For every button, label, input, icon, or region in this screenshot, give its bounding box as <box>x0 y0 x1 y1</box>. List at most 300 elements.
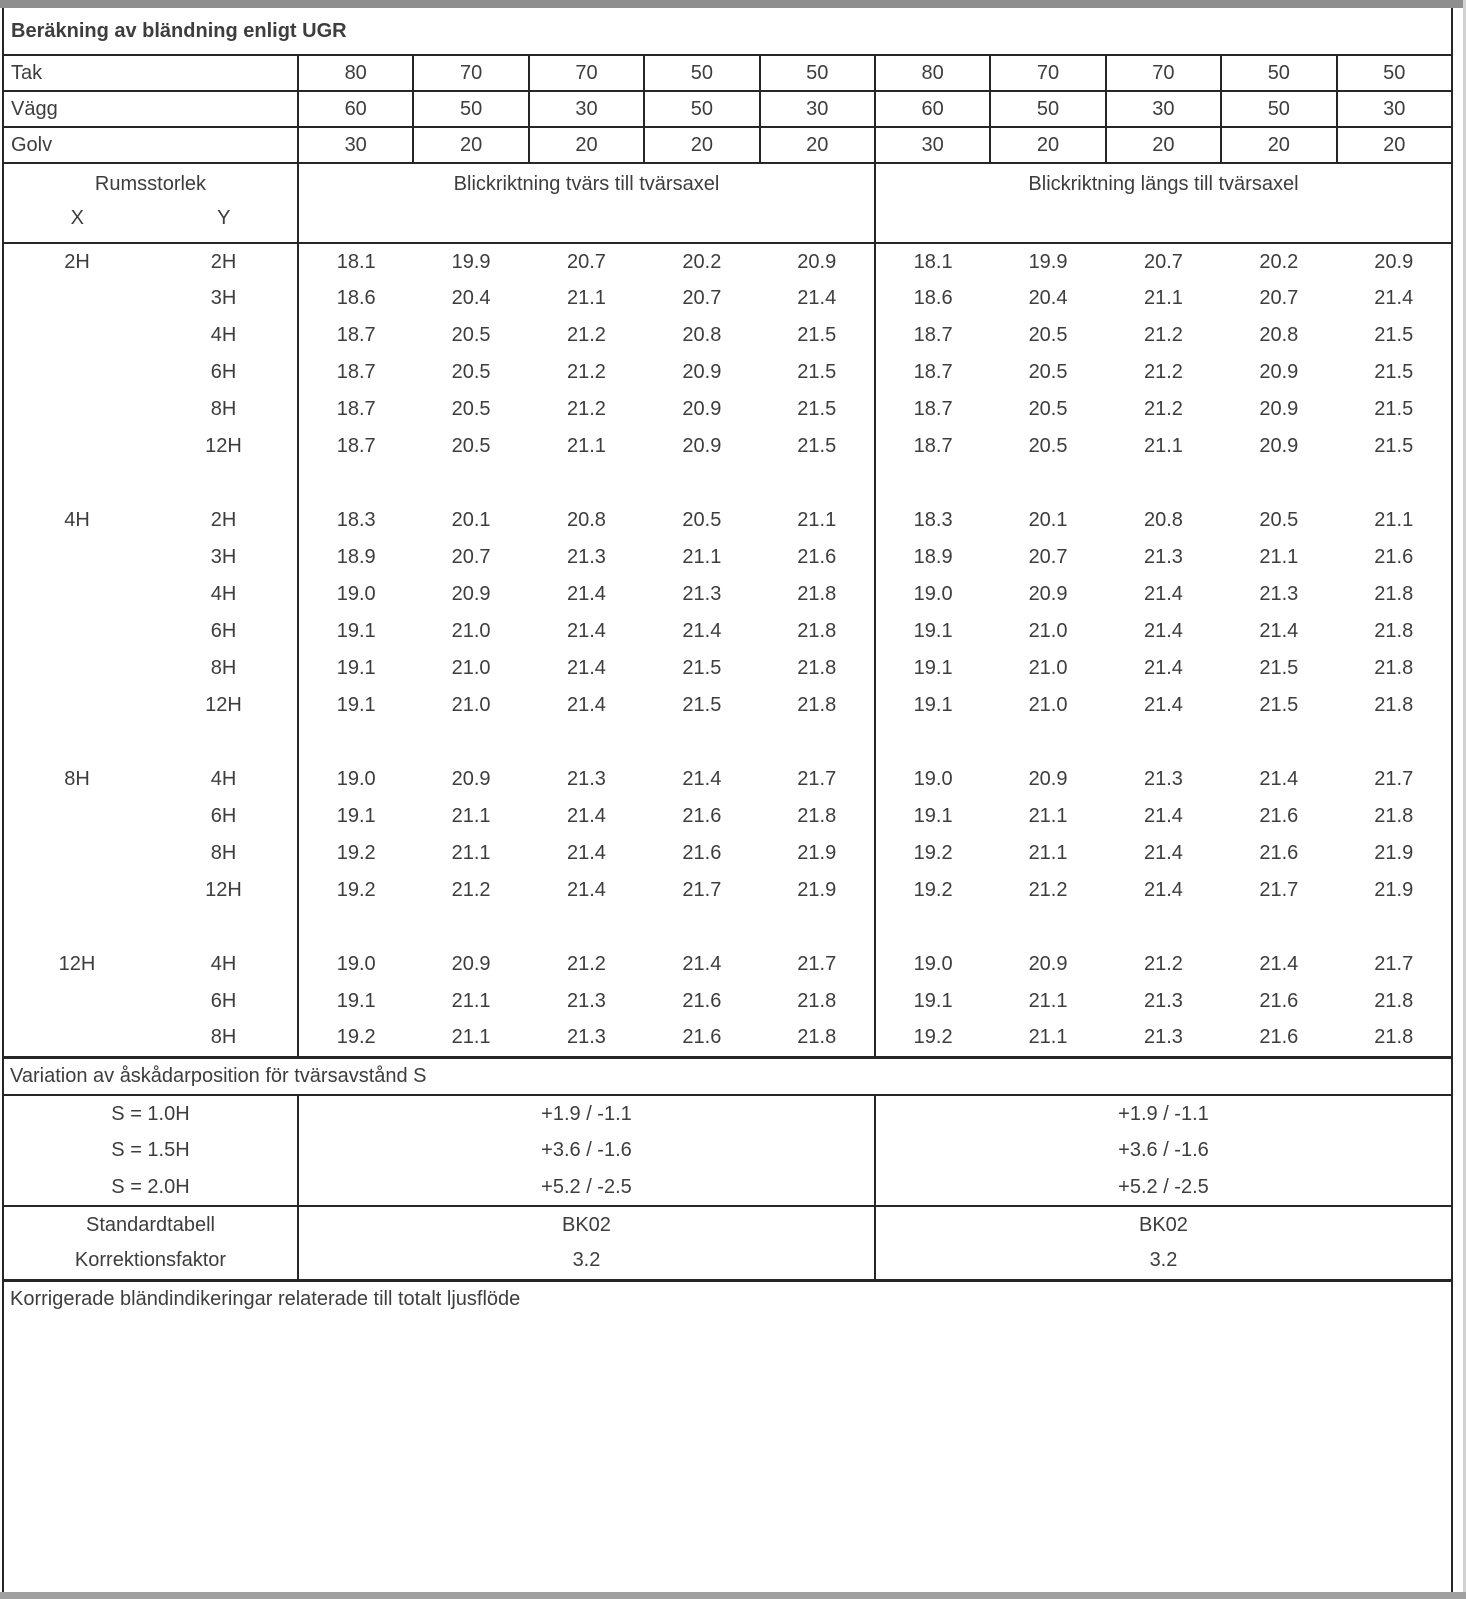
ugr-data-row <box>3 798 1452 835</box>
ugr-value: 21.8 <box>797 657 837 679</box>
correction-factor-row <box>3 1243 1452 1280</box>
surface-value: 70 <box>529 55 644 91</box>
ugr-value: 20.4 <box>1028 287 1068 309</box>
ugr-value: 20.9 <box>1259 361 1299 383</box>
ugr-value: 20.9 <box>682 361 722 383</box>
ugr-value: 21.5 <box>797 361 837 383</box>
ugr-value: 21.1 <box>451 805 491 827</box>
surface-value: 30 <box>875 127 990 163</box>
ugr-value: 21.9 <box>1374 879 1414 901</box>
room-x-label <box>3 391 150 428</box>
ugr-value: 21.6 <box>682 842 722 864</box>
ugr-value: 21.4 <box>682 768 722 790</box>
room-y-label: 12H <box>205 694 242 716</box>
ugr-value: 21.8 <box>797 990 837 1012</box>
ugr-value: 20.4 <box>451 287 491 309</box>
room-size-header-cell <box>3 163 298 243</box>
ugr-value: 19.9 <box>451 250 491 273</box>
standard-table-value-along: BK02 <box>875 1206 1452 1243</box>
ugr-value: 21.5 <box>1259 694 1299 716</box>
spacer-cell <box>760 724 875 761</box>
surface-value: 30 <box>760 91 875 127</box>
ugr-value: 21.4 <box>797 287 837 309</box>
ugr-value: 21.8 <box>797 620 837 642</box>
spacer-cell <box>644 724 759 761</box>
room-x-label <box>3 650 150 687</box>
ugr-value: 21.7 <box>797 953 837 975</box>
ugr-value: 19.0 <box>298 761 413 798</box>
room-x-label <box>3 983 150 1020</box>
spacer-cell <box>150 909 298 946</box>
surface-value: 70 <box>1106 55 1221 91</box>
spacer-cell <box>644 909 759 946</box>
ugr-data-row <box>3 428 1452 465</box>
ugr-value: 21.7 <box>797 768 837 790</box>
spacer-cell <box>990 465 1105 502</box>
ugr-data-row <box>3 650 1452 687</box>
ugr-value: 20.9 <box>451 768 491 790</box>
surface-value: 20 <box>1337 127 1452 163</box>
variation-row <box>3 1169 1452 1206</box>
spacer-cell <box>413 465 528 502</box>
ugr-value: 21.6 <box>1259 990 1299 1012</box>
spacer-cell <box>150 465 298 502</box>
ugr-value: 19.1 <box>298 983 413 1020</box>
variation-label: S = 1.0H <box>111 1102 190 1125</box>
ugr-data-row <box>3 317 1452 354</box>
ugr-value: 21.4 <box>1143 805 1183 827</box>
surface-value: 50 <box>413 91 528 127</box>
ugr-value: 20.5 <box>1028 361 1068 383</box>
ugr-value: 20.5 <box>1028 324 1068 346</box>
ugr-value: 20.5 <box>451 435 491 457</box>
ugr-value: 20.7 <box>567 250 606 273</box>
ugr-value: 19.0 <box>298 946 413 983</box>
ugr-value: 20.5 <box>451 361 491 383</box>
surface-value: 50 <box>1221 91 1336 127</box>
surface-value: 80 <box>298 55 413 91</box>
ugr-value: 18.7 <box>298 428 413 465</box>
ugr-value: 21.8 <box>797 1026 837 1049</box>
ugr-data-row <box>3 687 1452 724</box>
ugr-value: 20.9 <box>1259 435 1299 457</box>
ugr-value: 21.4 <box>567 805 606 827</box>
ugr-value: 21.1 <box>1028 990 1068 1012</box>
spacer-cell <box>875 465 990 502</box>
ugr-value: 18.7 <box>298 354 413 391</box>
spacer-cell <box>413 909 528 946</box>
ugr-value: 18.1 <box>875 243 990 280</box>
room-x-label <box>3 872 150 909</box>
ugr-value: 18.6 <box>298 280 413 317</box>
spacer-cell <box>298 465 413 502</box>
page-top-edge <box>0 0 1466 8</box>
surface-value: 50 <box>644 55 759 91</box>
ugr-value: 21.4 <box>567 879 606 901</box>
surface-section <box>3 55 1452 163</box>
room-x-label <box>3 687 150 724</box>
ugr-data-row <box>3 613 1452 650</box>
spacer-cell <box>298 724 413 761</box>
ugr-value: 21.1 <box>567 287 606 309</box>
spacer-cell <box>1221 724 1336 761</box>
room-y-label: 4H <box>210 583 237 605</box>
ugr-value: 20.9 <box>451 583 491 605</box>
variation-value-cross: +5.2 / -2.5 <box>298 1169 875 1206</box>
room-x-label: 12H <box>58 953 96 975</box>
ugr-value: 21.8 <box>1374 805 1414 827</box>
xy-axis-labels <box>4 207 297 230</box>
ugr-body-section <box>3 243 1452 1057</box>
ugr-value: 21.4 <box>1374 287 1414 309</box>
room-y-label: 3H <box>210 287 237 309</box>
ugr-value: 20.5 <box>682 509 722 531</box>
room-y-label: 2H <box>210 250 237 273</box>
ugr-value: 21.7 <box>1374 953 1414 975</box>
ugr-value: 21.4 <box>567 583 606 605</box>
ugr-value: 19.2 <box>875 835 990 872</box>
ugr-value: 21.4 <box>567 620 606 642</box>
ugr-table <box>2 8 1453 1592</box>
ugr-value: 21.3 <box>1143 546 1183 568</box>
surface-value: 50 <box>644 91 759 127</box>
ugr-value: 19.0 <box>875 761 990 798</box>
room-x-label <box>3 798 150 835</box>
spacer-cell <box>529 724 644 761</box>
surface-row-label: Golv <box>3 127 298 163</box>
surface-value: 20 <box>413 127 528 163</box>
ugr-value: 21.4 <box>1259 953 1299 975</box>
ugr-value: 18.1 <box>298 243 413 280</box>
surface-row-label: Vägg <box>3 91 298 127</box>
ugr-value: 21.4 <box>1143 879 1183 901</box>
ugr-value: 20.5 <box>1259 509 1299 531</box>
ugr-value: 18.3 <box>875 502 990 539</box>
room-y-label: 3H <box>210 546 237 568</box>
ugr-value: 21.8 <box>1374 620 1414 642</box>
room-x-label: 2H <box>64 250 90 273</box>
ugr-value: 21.3 <box>567 546 606 568</box>
ugr-value: 19.2 <box>298 1020 413 1057</box>
room-y-label: 6H <box>210 361 237 383</box>
ugr-value: 21.4 <box>1259 620 1299 642</box>
ugr-value: 21.8 <box>1374 990 1414 1012</box>
x-axis-label: X <box>70 207 84 229</box>
surface-value: 20 <box>644 127 759 163</box>
room-y-label: 4H <box>210 768 237 790</box>
surface-value: 50 <box>1337 55 1452 91</box>
ugr-value: 21.9 <box>797 879 837 901</box>
ugr-value: 20.7 <box>1259 287 1299 309</box>
ugr-value: 21.9 <box>797 842 837 864</box>
ugr-value: 20.9 <box>1374 250 1414 273</box>
page-title: Beräkning av bländning enligt UGR <box>3 8 1452 55</box>
spacer-cell <box>1337 724 1452 761</box>
ugr-value: 20.9 <box>797 250 837 273</box>
room-x-label: 8H <box>64 768 90 790</box>
ugr-value: 18.7 <box>875 317 990 354</box>
ugr-value: 21.6 <box>1259 1026 1299 1049</box>
surface-value: 20 <box>760 127 875 163</box>
standard-table-value-cross: BK02 <box>298 1206 875 1243</box>
ugr-data-row <box>3 576 1452 613</box>
correction-factor-value-along: 3.2 <box>875 1243 1452 1280</box>
ugr-value: 20.2 <box>682 250 722 273</box>
ugr-value: 21.1 <box>451 842 491 864</box>
ugr-value: 21.8 <box>797 805 837 827</box>
ugr-value: 19.1 <box>298 650 413 687</box>
ugr-value: 21.0 <box>451 657 491 679</box>
room-x-label: 4H <box>64 509 90 531</box>
ugr-value: 19.2 <box>298 872 413 909</box>
variation-value-along: +5.2 / -2.5 <box>875 1169 1452 1206</box>
ugr-value: 19.1 <box>298 798 413 835</box>
surface-value: 30 <box>298 127 413 163</box>
ugr-value: 21.5 <box>682 657 722 679</box>
ugr-value: 18.7 <box>298 391 413 428</box>
variation-label: S = 2.0H <box>111 1175 190 1198</box>
ugr-value: 20.5 <box>1028 435 1068 457</box>
ugr-value: 19.0 <box>875 576 990 613</box>
spacer-cell <box>1106 909 1221 946</box>
surface-value: 30 <box>1337 91 1452 127</box>
ugr-value: 19.1 <box>875 650 990 687</box>
ugr-value: 19.0 <box>875 946 990 983</box>
ugr-value: 21.3 <box>567 990 606 1012</box>
ugr-value: 21.0 <box>1028 620 1068 642</box>
column-header-row <box>3 163 1452 243</box>
variation-row <box>3 1095 1452 1132</box>
ugr-value: 21.3 <box>1143 1026 1183 1049</box>
variation-row <box>3 1132 1452 1169</box>
spacer-cell <box>1106 724 1221 761</box>
ugr-value: 19.2 <box>875 872 990 909</box>
ugr-value: 18.7 <box>875 391 990 428</box>
spacer-row <box>3 724 1452 761</box>
ugr-value: 21.5 <box>682 694 722 716</box>
ugr-value: 21.5 <box>1374 361 1414 383</box>
ugr-value: 21.4 <box>1143 657 1183 679</box>
room-x-label <box>3 1020 150 1057</box>
ugr-value: 20.9 <box>682 398 722 420</box>
ugr-value: 20.1 <box>1028 509 1068 531</box>
ugr-value: 21.2 <box>567 324 606 346</box>
ugr-value: 20.9 <box>1028 953 1068 975</box>
ugr-value: 21.8 <box>1374 583 1414 605</box>
ugr-value: 21.4 <box>1143 694 1183 716</box>
ugr-value: 21.4 <box>567 694 606 716</box>
variation-heading: Variation av åskådarposition för tvärsavstånd S <box>3 1057 1452 1095</box>
surface-value: 80 <box>875 55 990 91</box>
ugr-data-row <box>3 243 1452 280</box>
ugr-value: 21.1 <box>797 509 837 531</box>
ugr-value: 21.1 <box>451 990 491 1012</box>
ugr-value: 21.0 <box>451 694 491 716</box>
ugr-data-row <box>3 1020 1452 1057</box>
spacer-cell <box>3 909 150 946</box>
ugr-value: 19.1 <box>298 613 413 650</box>
ugr-data-row <box>3 835 1452 872</box>
surface-value: 20 <box>990 127 1105 163</box>
room-y-label: 8H <box>210 657 237 679</box>
spacer-cell <box>1221 909 1336 946</box>
ugr-value: 21.1 <box>1143 287 1183 309</box>
ugr-value: 21.1 <box>1028 1026 1068 1049</box>
page-bottom-edge <box>0 1592 1466 1599</box>
spacer-cell <box>1221 465 1336 502</box>
ugr-data-row <box>3 280 1452 317</box>
room-x-label <box>3 428 150 465</box>
ugr-value: 20.7 <box>1028 546 1068 568</box>
room-x-label <box>3 539 150 576</box>
ugr-value: 20.1 <box>451 509 491 531</box>
spacer-cell <box>990 909 1105 946</box>
ugr-value: 21.7 <box>682 879 722 901</box>
y-axis-label: Y <box>217 207 231 229</box>
spacer-cell <box>150 724 298 761</box>
ugr-value: 21.4 <box>1143 842 1183 864</box>
room-x-label <box>3 835 150 872</box>
ugr-data-row <box>3 761 1452 798</box>
ugr-value: 21.1 <box>1143 435 1183 457</box>
ugr-value: 21.3 <box>567 1026 606 1049</box>
surface-value: 60 <box>298 91 413 127</box>
ugr-value: 21.8 <box>797 583 837 605</box>
spacer-cell <box>760 465 875 502</box>
ugr-value: 21.5 <box>1374 398 1414 420</box>
ugr-value: 18.7 <box>875 428 990 465</box>
ugr-value: 18.9 <box>298 539 413 576</box>
surface-value: 60 <box>875 91 990 127</box>
bottom-section <box>3 1057 1452 1592</box>
ugr-value: 21.7 <box>1374 768 1414 790</box>
ugr-value: 21.1 <box>567 435 606 457</box>
surface-value: 20 <box>529 127 644 163</box>
ugr-value: 19.1 <box>875 798 990 835</box>
ugr-value: 21.1 <box>451 1026 491 1049</box>
standard-table-label: Standardtabell <box>3 1206 298 1243</box>
spacer-cell <box>3 724 150 761</box>
ugr-value: 19.1 <box>875 613 990 650</box>
spacer-cell <box>990 724 1105 761</box>
ugr-value: 20.8 <box>1143 509 1183 531</box>
variation-value-along: +3.6 / -1.6 <box>875 1132 1452 1169</box>
title-row <box>3 8 1452 55</box>
variation-value-cross: +3.6 / -1.6 <box>298 1132 875 1169</box>
spacer-cell <box>1337 909 1452 946</box>
room-y-label: 6H <box>210 620 237 642</box>
ugr-value: 21.5 <box>1374 435 1414 457</box>
ugr-value: 20.9 <box>1259 398 1299 420</box>
ugr-data-row <box>3 946 1452 983</box>
ugr-value: 21.4 <box>1143 620 1183 642</box>
ugr-value: 19.2 <box>875 1020 990 1057</box>
ugr-value: 21.1 <box>1028 842 1068 864</box>
room-x-label <box>3 576 150 613</box>
ugr-value: 20.8 <box>1259 324 1299 346</box>
ugr-value: 19.1 <box>875 687 990 724</box>
view-direction-along-heading: Blickriktning längs till tvärsaxel <box>875 163 1452 243</box>
ugr-value: 20.9 <box>451 953 491 975</box>
variation-heading-row <box>3 1057 1452 1095</box>
room-y-label: 2H <box>210 509 237 531</box>
surface-row <box>3 91 1452 127</box>
ugr-value: 21.5 <box>797 435 837 457</box>
surface-value: 70 <box>413 55 528 91</box>
spacer-cell <box>1337 465 1452 502</box>
ugr-value: 21.3 <box>1143 768 1183 790</box>
ugr-value: 21.4 <box>682 620 722 642</box>
spacer-cell <box>760 909 875 946</box>
ugr-data-row <box>3 354 1452 391</box>
variation-label: S = 1.5H <box>111 1139 190 1161</box>
correction-factor-value-cross: 3.2 <box>298 1243 875 1280</box>
ugr-data-row <box>3 502 1452 539</box>
ugr-value: 21.9 <box>1374 842 1414 864</box>
ugr-value: 21.7 <box>1259 879 1299 901</box>
ugr-value: 21.8 <box>1374 1026 1414 1049</box>
ugr-data-row <box>3 391 1452 428</box>
room-y-label: 8H <box>210 842 237 864</box>
spacer-cell <box>298 909 413 946</box>
spacer-row <box>3 465 1452 502</box>
surface-value: 20 <box>1106 127 1221 163</box>
ugr-value: 20.9 <box>1028 583 1068 605</box>
spacer-cell <box>644 465 759 502</box>
ugr-value: 21.2 <box>567 953 606 975</box>
room-y-label: 6H <box>210 990 237 1012</box>
ugr-value: 21.8 <box>1374 657 1414 679</box>
ugr-value: 20.5 <box>451 398 491 420</box>
ugr-value: 21.4 <box>1259 768 1299 790</box>
ugr-value: 21.2 <box>1143 953 1183 975</box>
footer-heading: Korrigerade bländindikeringar relaterade till totalt ljusflöde <box>3 1280 1452 1592</box>
ugr-value: 18.6 <box>875 280 990 317</box>
ugr-value: 21.4 <box>567 842 606 864</box>
footer-row <box>3 1280 1452 1592</box>
spacer-cell <box>3 465 150 502</box>
spacer-cell <box>529 909 644 946</box>
ugr-value: 21.4 <box>1143 583 1183 605</box>
surface-value: 50 <box>1221 55 1336 91</box>
spacer-row <box>3 909 1452 946</box>
ugr-value: 21.6 <box>797 546 837 568</box>
ugr-value: 20.5 <box>1028 398 1068 420</box>
room-y-label: 8H <box>210 1026 237 1049</box>
ugr-value: 21.3 <box>1143 990 1183 1012</box>
standard-table-row <box>3 1206 1452 1243</box>
ugr-value: 21.3 <box>1259 583 1299 605</box>
room-y-label: 4H <box>210 324 237 346</box>
room-x-label <box>3 613 150 650</box>
spacer-cell <box>1106 465 1221 502</box>
view-direction-cross-heading: Blickriktning tvärs till tvärsaxel <box>298 163 875 243</box>
room-x-label <box>3 280 150 317</box>
ugr-value: 21.6 <box>1374 546 1414 568</box>
ugr-value: 21.0 <box>451 620 491 642</box>
ugr-value: 19.1 <box>875 983 990 1020</box>
ugr-value: 21.2 <box>567 361 606 383</box>
room-y-label: 12H <box>205 435 242 457</box>
ugr-value: 21.5 <box>1374 324 1414 346</box>
variation-value-along: +1.9 / -1.1 <box>875 1095 1452 1132</box>
ugr-value: 20.7 <box>1143 250 1183 273</box>
ugr-value: 21.6 <box>1259 842 1299 864</box>
ugr-value: 20.8 <box>567 509 606 531</box>
ugr-value: 21.8 <box>1374 694 1414 716</box>
ugr-value: 21.2 <box>451 879 491 901</box>
ugr-value: 21.1 <box>1374 509 1414 531</box>
